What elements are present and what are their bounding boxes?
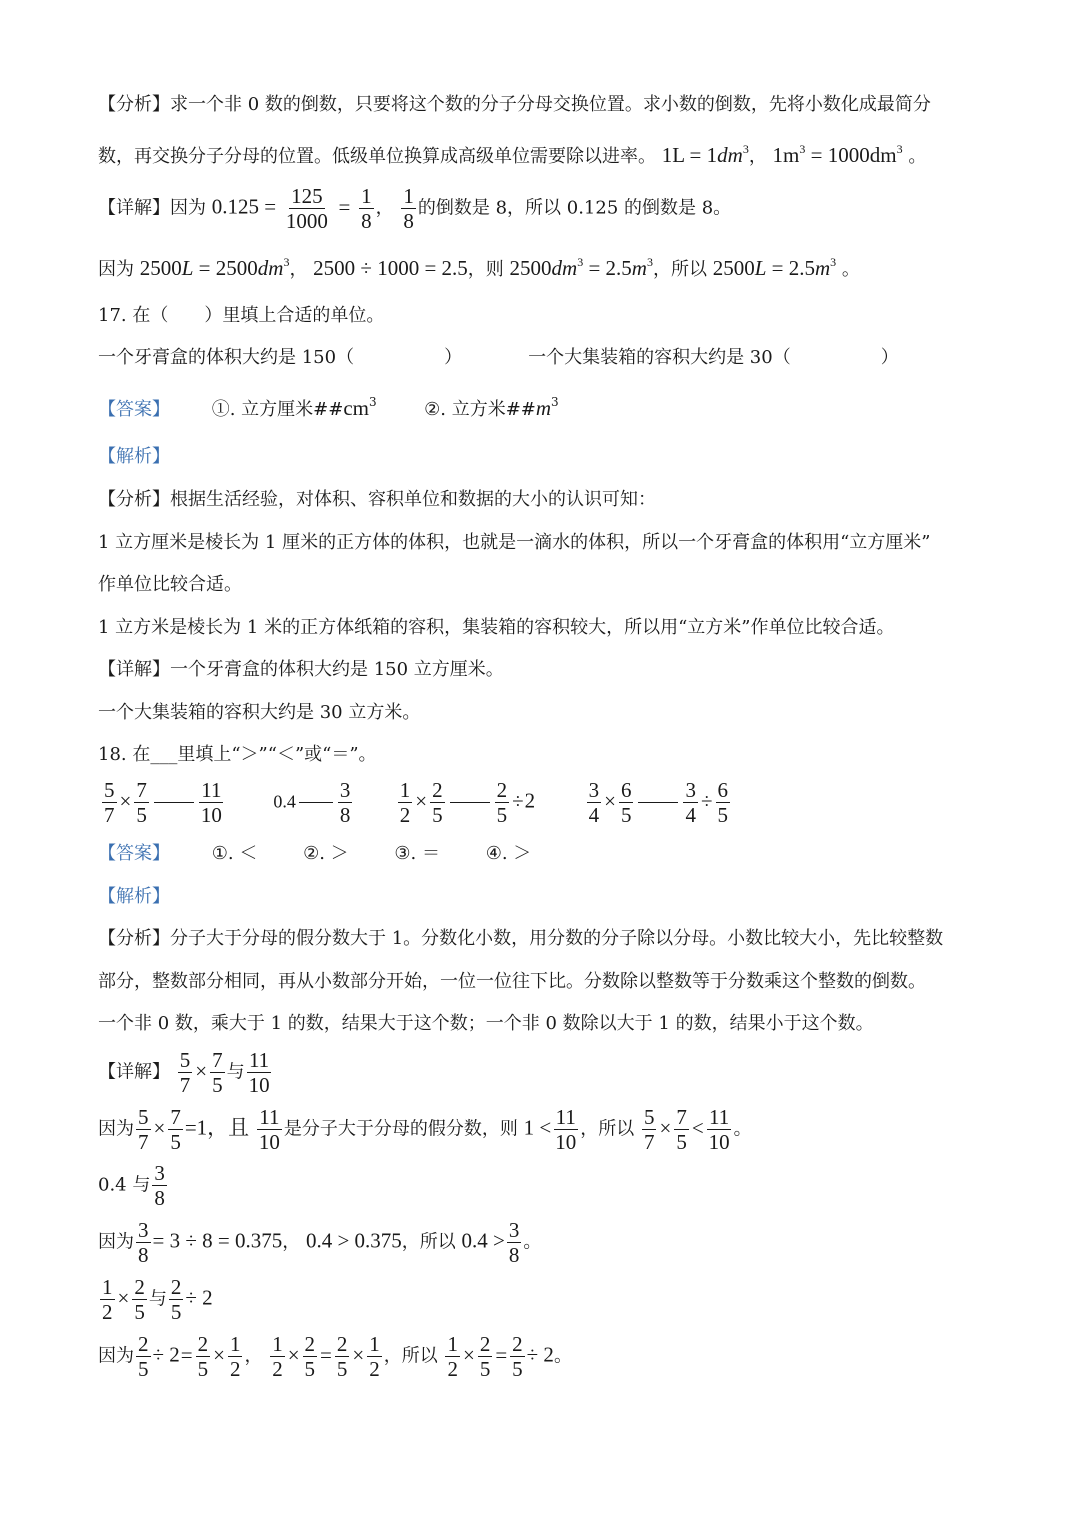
q18-detail-body-1: 因为 $\frac{5}{7}$ × $\frac{7}{5}$ =1，且 $\frac{11}{10}$ 是分子大于分母的假分数，则 1 < $\frac{11}{10}$ ，所以 $\frac{5}{7}$ × $\frac{7}{5}$ < $\frac{11}{10}$ 。 [98,1105,752,1154]
q18-jiexi-label: 【解析】 [98,886,170,907]
q17-answer: 【答案】 ①. 立方厘米$\#\#cm^3$ ②. 立方米$\#\#m^3$ [98,395,559,420]
fraction: $\frac{125}{1000}$ [285,184,328,233]
q16-analysis-line-1: 【分析】求一个非 0 数的倒数，只要将这个数的分子分母交换位置。求小数的倒数，先将小数化成最简分 [98,94,931,115]
q18-analysis-line-3: 一个非 0 数，乘大于 1 的数，结果大于这个数；一个非 0 数除以大于 1 的数，结果小于这个数。 [98,1013,874,1034]
q18-title: 18. 在___里填上“＞”“＜”或“＝”。 [98,744,377,765]
q18-problems: $\frac{5}{7}$ × $\frac{7}{5}$ $\frac{11}{10}$ 0.4 $\frac{3}{8}$ $\frac{1}{2}$ × $\frac{2}{5}$ $\frac{2}{5}$ ÷2 $\frac{3}{4}$ × $\frac{6}{5}$ $\frac{3}{4}$ ÷ $\frac{6}{5}$ [104,778,728,827]
q16-analysis-line-2: 数，再交换分子分母的位置。低级单位换算成高级单位需要除以进率。 $1L = 1dm^3$， $1m^3 = 1000dm^3$ 。 [98,142,927,167]
q17-title: 17. 在（ ）里填上合适的单位。 [98,305,385,326]
fraction: $\frac{1}{8}$ [361,184,372,233]
q17-analysis: 【分析】根据生活经验，对体积、容积单位和数据的大小的认识可知： [98,489,656,510]
q17-para1-line1: 1 立方厘米是棱长为 1 厘米的正方体的体积，也就是一滴水的体积，所以一个牙膏盒的体积用“立方厘米” [98,532,931,553]
q16-detail-line-1: 【详解】因为 0.125 = $\frac{125}{1000}$ = $\frac{1}{8}$ ， $\frac{1}{8}$ 的倒数是 8，所以 0.125 的倒数是 8。 [98,184,732,233]
q17-prompt: 一个牙膏盒的体积大约是 150（ ） 一个大集装箱的容积大约是 30（ ） [98,347,899,368]
q18-detail-body-2: 因为 $\frac{3}{8}$ = 3 ÷ 8 = 0.375， 0.4 > 0.375，所以 0.4 > $\frac{3}{8}$ 。 [98,1218,542,1267]
q17-jiexi-label: 【解析】 [98,446,170,467]
q18-detail-head-3: $\frac{1}{2}$ × $\frac{2}{5}$ 与 $\frac{2}{5}$ ÷ 2 [102,1275,213,1324]
q17-detail-1: 【详解】一个牙膏盒的体积大约是 150 立方厘米。 [98,659,504,680]
q16-detail-line-2: 因为 $2500L = 2500dm^3$， 2500 ÷ 1000 = 2.5，则 $2500dm^3 = 2.5m^3$，所以 $2500L = 2.5m^3$ 。 [98,255,860,280]
q18-analysis-line-2: 部分，整数部分相同，再从小数部分开始，一位一位往下比。分数除以整数等于分数乘这个整数的倒数。 [98,971,926,992]
q17-detail-2: 一个大集装箱的容积大约是 30 立方米。 [98,702,421,723]
q18-detail-head-2: 0.4 与 $\frac{3}{8}$ [98,1161,165,1210]
q18-detail-body-3: 因为 $\frac{2}{5}$ ÷ 2= $\frac{2}{5}$ × $\frac{1}{2}$ ， $\frac{1}{2}$ × $\frac{2}{5}$ = $\frac{2}{5}$ × $\frac{1}{2}$ ，所以 $\frac{1}{2}$ × $\frac{2}{5}$ = $\frac{2}{5}$ ÷ 2。 [98,1332,572,1381]
q18-analysis-line-1: 【分析】分子大于分母的假分数大于 1。分数化小数，用分数的分子除以分母。小数比较大小，先比较整数 [98,928,944,949]
fraction: $\frac{1}{8}$ [403,184,414,233]
q17-para2: 1 立方米是棱长为 1 米的正方体纸箱的容积，集装箱的容积较大，所以用“立方米”作单位比较合适。 [98,617,895,638]
q18-detail-head-1: 【详解】 $\frac{5}{7}$ × $\frac{7}{5}$ 与 $\frac{11}{10}$ [98,1048,270,1097]
q18-answer: 【答案】 ①. ＜ ②. ＞ ③. ＝ ④. ＞ [98,843,532,864]
q17-para1-line2: 作单位比较合适。 [98,574,242,595]
